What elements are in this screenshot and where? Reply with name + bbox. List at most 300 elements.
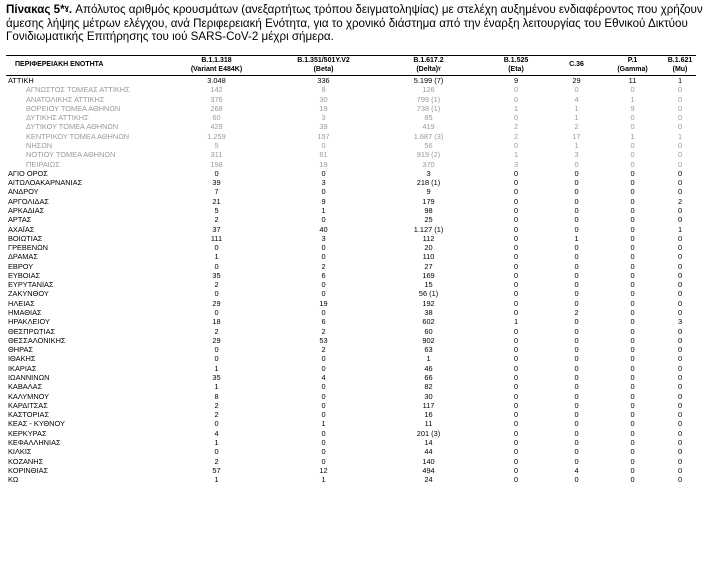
count-cell: 44 xyxy=(424,447,433,457)
count-cell: 429 xyxy=(210,122,223,132)
count-cell: 0 xyxy=(677,326,683,336)
count-cell: 0 xyxy=(513,382,519,392)
region-name-cell: ΑΓΙΟ ΟΡΟΣ xyxy=(8,168,48,178)
count-cell: 4 xyxy=(574,465,579,475)
count-cell: 0 xyxy=(574,354,579,364)
count-cell: 0 xyxy=(630,447,635,457)
count-cell: 1 xyxy=(214,363,219,373)
table-row xyxy=(6,215,696,224)
count-cell: 0 xyxy=(677,252,683,262)
count-cell: 2 xyxy=(214,400,219,410)
count-cell: 0 xyxy=(574,298,579,308)
count-cell: 126 xyxy=(422,85,435,95)
count-cell: 0 xyxy=(630,168,635,178)
count-cell: 0 xyxy=(321,243,326,253)
count-cell: 0 xyxy=(677,419,683,429)
count-cell: 0 xyxy=(677,428,683,438)
region-name-cell: ΚΕΝΤΡΙΚΟΥ ΤΟΜΕΑ ΑΘΗΝΩΝ xyxy=(26,131,130,141)
count-cell: 0 xyxy=(513,215,519,225)
region-name-cell: ΑΡΤΑΣ xyxy=(8,215,32,225)
region-name-cell: ΚΑΒΑΛΑΣ xyxy=(8,382,43,392)
count-cell: 0 xyxy=(574,382,579,392)
caption-line-2: άμεσης λήψης μέτρων ελέγχου, ανά Περιφερειακή Ενότητα, για το χρονικό διάστημα από την έναρξη λειτουργίας του Εθνικού Δικτύου xyxy=(6,16,688,30)
count-cell: 4 xyxy=(574,94,579,104)
region-name-cell: ΒΟΡΕΙΟΥ ΤΟΜΕΑ ΑΘΗΝΩΝ xyxy=(26,103,121,113)
region-name-cell: ΑΙΤΩΛΟΑΚΑΡΝΑΝΙΑΣ xyxy=(8,178,83,188)
count-cell: 0 xyxy=(630,205,635,215)
count-cell: 0 xyxy=(630,85,635,95)
region-name-cell: ΘΕΣΣΑΛΟΝΙΚΗΣ xyxy=(8,335,66,345)
region-name-cell: ΕΥΒΟΙΑΣ xyxy=(8,270,41,280)
count-cell: 0 xyxy=(513,475,519,485)
region-name-cell: ΝΟΤΙΟΥ ΤΟΜΕΑ ΑΘΗΝΩΝ xyxy=(26,150,116,160)
count-cell: 2 xyxy=(321,261,326,271)
count-cell: 56 (1) xyxy=(418,289,439,299)
count-cell: 16 xyxy=(424,410,433,420)
table-row xyxy=(6,206,696,215)
count-cell: 0 xyxy=(513,456,519,466)
count-cell: 0 xyxy=(677,437,683,447)
region-name-cell: ΘΗΡΑΣ xyxy=(8,345,33,355)
count-cell: 0 xyxy=(574,475,579,485)
count-cell: 39 xyxy=(319,122,328,132)
count-cell: 0 xyxy=(677,308,683,318)
region-name-cell: ΚΙΛΚΙΣ xyxy=(8,447,32,457)
region-name-cell: ΑΝΔΡΟΥ xyxy=(8,187,39,197)
count-cell: 14 xyxy=(424,437,433,447)
count-cell: 5 xyxy=(214,140,219,150)
count-cell: 111 xyxy=(210,233,223,243)
count-cell: 419 xyxy=(422,122,435,132)
count-cell: 0 xyxy=(677,447,683,457)
count-cell: 98 xyxy=(424,205,433,215)
region-name-cell: ΒΟΙΩΤΙΑΣ xyxy=(8,233,43,243)
count-cell: 336 xyxy=(317,76,330,85)
count-cell: 0 xyxy=(513,326,519,336)
header-b11318: B.1.1.318 (Variant E484K) xyxy=(163,56,270,76)
caption-line-3: Γονιδιωματικής Επιτήρησης του ιού SARS-CoV-2 μέχρι σήμερα. xyxy=(6,30,334,44)
table-row xyxy=(6,345,696,354)
count-cell: 0 xyxy=(677,243,683,253)
table-row xyxy=(6,197,696,206)
count-cell: 0 xyxy=(574,317,579,327)
table-row xyxy=(6,234,696,243)
count-cell: 4 xyxy=(321,373,326,382)
count-cell: 0 xyxy=(574,363,579,373)
count-cell: 0 xyxy=(513,391,519,401)
region-name-cell: ΚΑΡΔΙΤΣΑΣ xyxy=(8,400,48,410)
table-row xyxy=(6,317,696,326)
table-row xyxy=(6,373,696,382)
header-eta: B.1.525 (Eta) xyxy=(480,56,552,76)
table-header xyxy=(6,56,696,76)
count-cell: 0 xyxy=(677,465,683,475)
region-name-cell: ΚΕΡΚΥΡΑΣ xyxy=(8,428,47,438)
count-cell: 1 xyxy=(513,103,519,113)
count-cell: 0 xyxy=(321,289,326,299)
count-cell: 19 xyxy=(319,298,328,308)
table-row xyxy=(6,327,696,336)
count-cell: 0 xyxy=(677,178,683,188)
count-cell: 0 xyxy=(513,465,519,475)
count-cell: 0 xyxy=(574,428,579,438)
region-name-cell: ΗΡΑΚΛΕΙΟΥ xyxy=(8,317,50,327)
region-name-cell: ΠΕΙΡΑΙΩΣ xyxy=(26,159,60,169)
count-cell: 0 xyxy=(630,410,635,420)
table-row xyxy=(6,475,696,484)
table-row xyxy=(6,429,696,438)
count-cell: 0 xyxy=(574,252,579,262)
table-row xyxy=(6,262,696,271)
count-cell: 0 xyxy=(574,400,579,410)
header-delta: B.1.617.2 (Delta)ˠ xyxy=(377,56,480,76)
count-cell: 0 xyxy=(574,168,579,178)
count-cell: 0 xyxy=(214,261,219,271)
region-name-cell: ΑΡΚΑΔΙΑΣ xyxy=(8,205,45,215)
count-cell: 0 xyxy=(321,437,326,447)
count-cell: 11 xyxy=(424,419,433,429)
count-cell: 0 xyxy=(630,113,635,123)
table-row xyxy=(6,392,696,401)
count-cell: 0 xyxy=(513,410,519,420)
region-name-cell: ΓΡΕΒΕΝΩΝ xyxy=(8,243,48,253)
count-cell: 0 xyxy=(630,215,635,225)
count-cell: 0 xyxy=(513,113,519,123)
count-cell: 0 xyxy=(630,224,635,234)
count-cell: 0 xyxy=(630,400,635,410)
count-cell: 0 xyxy=(630,280,635,290)
count-cell: 0 xyxy=(513,335,519,345)
count-cell: 117 xyxy=(422,400,435,410)
count-cell: 0 xyxy=(214,308,219,318)
count-cell: 0 xyxy=(321,447,326,457)
count-cell: 0 xyxy=(630,428,635,438)
count-cell: 0 xyxy=(677,391,683,401)
count-cell: 0 xyxy=(513,419,519,429)
region-name-cell: ΙΘΑΚΗΣ xyxy=(8,354,36,364)
header-mu: B.1.621 (Mu) xyxy=(664,56,696,76)
count-cell: 0 xyxy=(214,354,219,364)
table-row xyxy=(6,252,696,261)
count-cell: 46 xyxy=(424,363,433,373)
count-cell: 2 xyxy=(214,280,219,290)
count-cell: 0 xyxy=(513,308,519,318)
count-cell: 0 xyxy=(513,196,519,206)
header-gamma: P.1 (Gamma) xyxy=(601,56,664,76)
count-cell: 0 xyxy=(677,261,683,271)
count-cell: 0 xyxy=(630,465,635,475)
count-cell: 20 xyxy=(424,243,433,253)
count-cell: 8 xyxy=(321,85,326,95)
count-cell: 919 (2) xyxy=(416,150,441,160)
count-cell: 3 xyxy=(321,233,326,243)
region-name-cell: ΑΓΝΩΣΤΟΣ ΤΟΜΕΑΣ ΑΤΤΙΚΗΣ xyxy=(26,85,130,95)
count-cell: 0 xyxy=(677,140,683,150)
count-cell: 1 xyxy=(574,103,579,113)
count-cell: 0 xyxy=(574,437,579,447)
table-row xyxy=(6,141,696,150)
count-cell: 0 xyxy=(513,270,519,280)
count-cell: 0 xyxy=(677,475,683,485)
count-cell: 3 xyxy=(426,168,431,178)
count-cell: 169 xyxy=(422,270,435,280)
count-cell: 82 xyxy=(424,382,433,392)
count-cell: 9 xyxy=(321,196,326,206)
count-cell: 38 xyxy=(424,308,433,318)
count-cell: 198 xyxy=(210,159,223,169)
count-cell: 0 xyxy=(214,243,219,253)
table-row xyxy=(6,447,696,456)
count-cell: 57 xyxy=(212,465,221,475)
region-name-cell: ΙΚΑΡΙΑΣ xyxy=(8,363,37,373)
table-row xyxy=(6,280,696,289)
count-cell: 0 xyxy=(574,456,579,466)
count-cell: 1 xyxy=(574,140,579,150)
count-cell: 0 xyxy=(677,354,683,364)
count-cell: 30 xyxy=(319,94,328,104)
count-cell: 311 xyxy=(210,150,223,160)
count-cell: 0 xyxy=(677,373,683,382)
count-cell: 0 xyxy=(630,335,635,345)
count-cell: 0 xyxy=(574,335,579,345)
header-beta: B.1.351/501Y.V2 (Beta) xyxy=(270,56,377,76)
region-name-cell: ΚΟΖΑΝΗΣ xyxy=(8,456,44,466)
count-cell: 0 xyxy=(574,326,579,336)
table-row xyxy=(6,178,696,187)
count-cell: 4 xyxy=(214,428,219,438)
table-row xyxy=(6,85,696,94)
count-cell: 0 xyxy=(677,150,683,160)
count-cell: 37 xyxy=(212,224,221,234)
count-cell: 1.127 (1) xyxy=(413,224,444,234)
count-cell: 0 xyxy=(630,289,635,299)
region-name-cell: ΚΑΛΥΜΝΟΥ xyxy=(8,391,50,401)
count-cell: 0 xyxy=(574,224,579,234)
count-cell: 0 xyxy=(574,391,579,401)
count-cell: 27 xyxy=(424,261,433,271)
count-cell: 0 xyxy=(321,354,326,364)
count-cell: 9 xyxy=(426,187,431,197)
count-cell: 1 xyxy=(677,76,683,85)
table-caption xyxy=(6,3,726,44)
count-cell: 1.259 xyxy=(207,131,226,141)
table-row xyxy=(6,271,696,280)
table-row xyxy=(6,336,696,345)
count-cell: 0 xyxy=(513,289,519,299)
count-cell: 201 (3) xyxy=(416,428,441,438)
count-cell: 0 xyxy=(513,178,519,188)
count-cell: 0 xyxy=(574,345,579,355)
count-cell: 0 xyxy=(321,428,326,438)
count-cell: 0 xyxy=(630,391,635,401)
count-cell: 2 xyxy=(214,215,219,225)
header-c36: C.36 xyxy=(552,56,601,76)
count-cell: 15 xyxy=(424,280,433,290)
count-cell: 2 xyxy=(321,326,326,336)
count-cell: 0 xyxy=(630,373,635,382)
count-cell: 0 xyxy=(513,298,519,308)
region-name-cell: ΖΑΚΥΝΘΟΥ xyxy=(8,289,49,299)
table-row xyxy=(6,243,696,252)
count-cell: 19 xyxy=(319,159,328,169)
count-cell: 0 xyxy=(630,345,635,355)
count-cell: 1 xyxy=(321,205,326,215)
count-cell: 0 xyxy=(513,363,519,373)
count-cell: 0 xyxy=(574,419,579,429)
region-name-cell: ΑΤΤΙΚΗ xyxy=(8,76,34,85)
header-region: ΠΕΡΙΦΕΡΕΙΑΚΗ ΕΝΟΤΗΤΑ xyxy=(6,56,163,76)
count-cell: 2 xyxy=(321,345,326,355)
table-row xyxy=(6,382,696,391)
count-cell: 0 xyxy=(630,437,635,447)
count-cell: 60 xyxy=(212,113,221,123)
count-cell: 0 xyxy=(214,447,219,457)
count-cell: 0 xyxy=(321,363,326,373)
count-cell: 0 xyxy=(214,419,219,429)
count-cell: 0 xyxy=(574,205,579,215)
table-row xyxy=(6,122,696,131)
count-cell: 0 xyxy=(513,94,519,104)
count-cell: 0 xyxy=(677,289,683,299)
count-cell: 0 xyxy=(321,382,326,392)
region-name-cell: ΝΗΣΩΝ xyxy=(26,140,53,150)
count-cell: 0 xyxy=(630,261,635,271)
count-cell: 192 xyxy=(422,298,435,308)
count-cell: 0 xyxy=(677,159,683,169)
count-cell: 0 xyxy=(677,103,683,113)
count-cell: 2 xyxy=(513,131,519,141)
count-cell: 66 xyxy=(424,373,433,382)
count-cell: 2 xyxy=(574,308,579,318)
header-row xyxy=(6,56,696,76)
count-cell: 0 xyxy=(630,475,635,485)
table-row xyxy=(6,438,696,447)
count-cell: 902 xyxy=(422,335,435,345)
count-cell: 9 xyxy=(513,76,519,85)
count-cell: 39 xyxy=(212,178,221,188)
count-cell: 1 xyxy=(677,224,683,234)
count-cell: 0 xyxy=(513,187,519,197)
count-cell: 0 xyxy=(513,261,519,271)
region-name-cell: ΑΧΑΪΑΣ xyxy=(8,224,35,234)
count-cell: 0 xyxy=(677,187,683,197)
count-cell: 0 xyxy=(677,345,683,355)
table-row xyxy=(6,289,696,298)
count-cell: 0 xyxy=(677,335,683,345)
count-cell: 0 xyxy=(513,233,519,243)
count-cell: 0 xyxy=(574,270,579,280)
count-cell: 0 xyxy=(321,280,326,290)
count-cell: 1 xyxy=(426,354,431,364)
count-cell: 0 xyxy=(630,419,635,429)
count-cell: 0 xyxy=(677,94,683,104)
count-cell: 1 xyxy=(214,475,219,485)
count-cell: 0 xyxy=(630,150,635,160)
count-cell: 0 xyxy=(677,85,683,95)
count-cell: 112 xyxy=(422,233,435,243)
count-cell: 0 xyxy=(677,382,683,392)
table-row xyxy=(6,95,696,104)
count-cell: 0 xyxy=(630,140,635,150)
count-cell: 8 xyxy=(214,391,219,401)
count-cell: 0 xyxy=(630,252,635,262)
count-cell: 1 xyxy=(214,437,219,447)
count-cell: 0 xyxy=(630,354,635,364)
count-cell: 0 xyxy=(677,122,683,132)
count-cell: 0 xyxy=(677,215,683,225)
count-cell: 0 xyxy=(630,382,635,392)
region-name-cell: ΑΝΑΤΟΛΙΚΗΣ ΑΤΤΙΚΗΣ xyxy=(26,94,105,104)
count-cell: 0 xyxy=(513,428,519,438)
count-cell: 0 xyxy=(513,140,519,150)
count-cell: 0 xyxy=(513,437,519,447)
count-cell: 0 xyxy=(677,233,683,243)
count-cell: 0 xyxy=(321,215,326,225)
count-cell: 53 xyxy=(319,335,328,345)
caption-text-1: Απόλυτος αριθμός κρουσμάτων (ανεξαρτήτως τρόπου δειγματοληψίας) με στελέχη αυξημένου ενδιαφέροντος που χρήζουν xyxy=(72,3,703,16)
region-name-cell: ΔΡΑΜΑΣ xyxy=(8,252,38,262)
count-cell: 29 xyxy=(572,76,581,85)
count-cell: 2 xyxy=(214,326,219,336)
count-cell: 0 xyxy=(574,243,579,253)
count-cell: 0 xyxy=(630,270,635,280)
variants-table xyxy=(6,55,696,484)
count-cell: 0 xyxy=(677,113,683,123)
count-cell: 0 xyxy=(321,456,326,466)
region-name-cell: ΚΕΦΑΛΛΗΝΙΑΣ xyxy=(8,437,61,447)
count-cell: 2 xyxy=(513,122,519,132)
count-cell: 1 xyxy=(214,382,219,392)
count-cell: 0 xyxy=(321,410,326,420)
count-cell: 0 xyxy=(630,178,635,188)
count-cell: 3.048 xyxy=(207,76,226,85)
count-cell: 0 xyxy=(513,447,519,457)
count-cell: 0 xyxy=(214,289,219,299)
region-name-cell: ΙΩΑΝΝΙΝΩΝ xyxy=(8,373,50,382)
count-cell: 3 xyxy=(513,159,519,169)
region-name-cell: ΚΕΑΣ - ΚΥΘΝΟΥ xyxy=(8,419,65,429)
count-cell: 370 xyxy=(422,159,435,169)
region-name-cell: ΔΥΤΙΚΗΣ ΑΤΤΙΚΗΣ xyxy=(26,113,89,123)
table-row xyxy=(6,410,696,419)
count-cell: 0 xyxy=(321,168,326,178)
count-cell: 0 xyxy=(321,400,326,410)
count-cell: 0 xyxy=(574,447,579,457)
count-cell: 0 xyxy=(321,391,326,401)
count-cell: 0 xyxy=(630,326,635,336)
region-name-cell: ΗΜΑΘΙΑΣ xyxy=(8,308,42,318)
count-cell: 0 xyxy=(630,122,635,132)
count-cell: 0 xyxy=(677,168,683,178)
count-cell: 0 xyxy=(630,233,635,243)
count-cell: 1 xyxy=(574,233,579,243)
table-row xyxy=(6,160,696,169)
count-cell: 376 xyxy=(210,94,223,104)
count-cell: 21 xyxy=(212,196,221,206)
region-name-cell: ΚΟΡΙΝΘΙΑΣ xyxy=(8,465,49,475)
table-row xyxy=(6,104,696,113)
count-cell: 0 xyxy=(630,363,635,373)
count-cell: 0 xyxy=(321,187,326,197)
count-cell: 24 xyxy=(424,475,433,485)
region-name-cell: ΘΕΣΠΡΩΤΙΑΣ xyxy=(8,326,56,336)
count-cell: 63 xyxy=(424,345,433,355)
region-name-cell: ΑΡΓΟΛΙΔΑΣ xyxy=(8,196,49,206)
count-cell: 3 xyxy=(321,113,326,123)
count-cell: 0 xyxy=(677,456,683,466)
count-cell: 0 xyxy=(677,280,683,290)
count-cell: 0 xyxy=(214,168,219,178)
